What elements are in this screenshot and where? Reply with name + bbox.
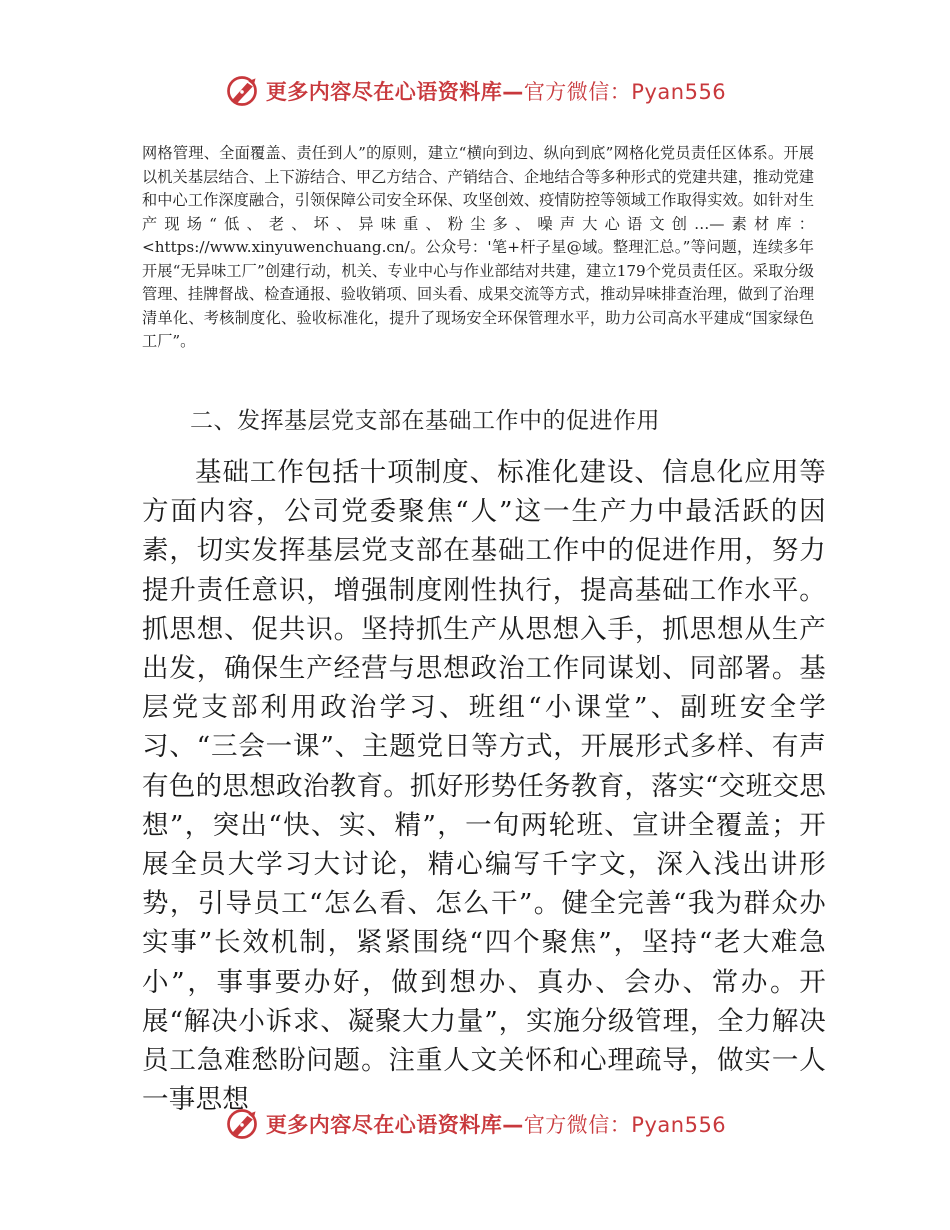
pen-nib-logo-icon (224, 1106, 260, 1142)
paragraph-body: 基础工作包括十项制度、标准化建设、信息化应用等方面内容，公司党委聚焦“人”这一生产力中最活跃的因素，切实发挥基层党支部在基础工作中的促进作用，努力提升责任意识，增强制度刚性执行，提高基础工作水平。抓思想、促共识。坚持抓生产从思想入手，抓思想从生产出发，确保生产经营与思想政治工作同谋划、同部署。基层党支部利用政治学习、班组“小课堂”、副班安全学习、“三会一课”、主题党日等方式，开展形式多样、有声有色的思想政治教育。抓好形势任务教育，落实“交班交思想”，突出“快、实、精”，一旬两轮班、宣讲全覆盖；开展全员大学习大讨论，精心编写千字文，深入浅出讲形势，引导员工“怎么看、怎么干”。健全完善“我为群众办实事”长效机制，紧紧围绕“四个聚焦”，坚持“老大难急小”，事事要办好，做到想办、真办、会办、常办。开展“解决小诉求、凝聚大力量”，实施分级管理，全力解决员工急难愁盼问题。注重人文关怀和心理疏导，做实一人一事思想 (142, 457, 826, 1116)
watermark-text: 更多内容尽在心语资料库—官方微信：Pyan556 (265, 80, 727, 104)
watermark-banner-top (0, 71, 950, 111)
paragraph-continued: 网格管理、全面覆盖、责任到人”的原则，建立“横向到边、纵向到底”网格化党员责任区体系。开展以机关基层结合、上下游结合、甲乙方结合、产销结合、企地结合等多种形式的党建共建，推动党建和中心工作深度融合，引领保障公司安全环保、攻坚创效、疫情防控等领域工作取得实效。如针对生产现场“低、老、坏、异味重、粉尘多、噪声大心语文创…—素材库：<https://www.xinyuwenchuang.cn/。公众号：'笔+杆子星@域。整理汇总。”等问题，连续多年开展“无异味工厂”创建行动，机关、专业中心与作业部结对共建，建立179个党员责任区。采取分级管理、挂牌督战、检查通报、验收销项、回头看、成果交流等方式，推动异味排查治理，做到了治理清单化、考核制度化、验收标准化，提升了现场安全环保管理水平，助力公司高水平建成“国家绿色工厂”。 (142, 144, 814, 350)
section-heading: 二、发挥基层党支部在基础工作中的促进作用 (190, 408, 660, 434)
pen-nib-logo-icon (224, 73, 260, 109)
watermark-banner-bottom (0, 1104, 950, 1144)
watermark-text: 更多内容尽在心语资料库—官方微信：Pyan556 (265, 1113, 727, 1137)
